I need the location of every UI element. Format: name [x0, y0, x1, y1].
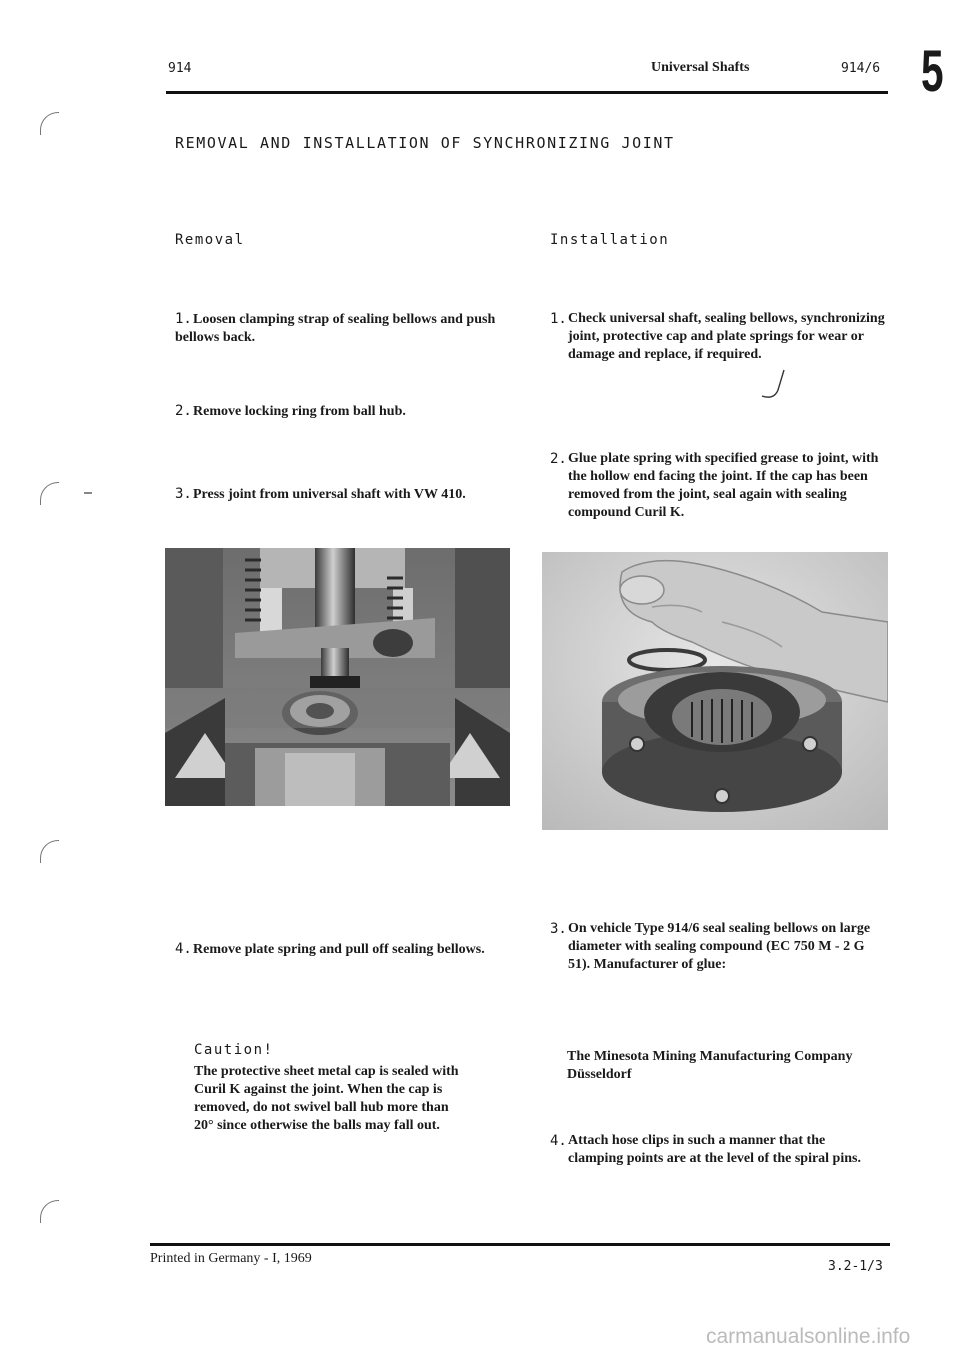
chapter-number: 5	[921, 39, 944, 104]
footer-rule	[150, 1243, 890, 1246]
page-title: REMOVAL AND INSTALLATION OF SYNCHRONIZING JOINT	[175, 134, 675, 152]
step-text: Remove locking ring from ball hub.	[193, 404, 406, 419]
margin-mark	[40, 1200, 59, 1223]
margin-mark	[40, 840, 59, 863]
watermark: carmanualsonline.info	[706, 1325, 911, 1348]
header-rule	[166, 91, 888, 94]
removal-step-3	[175, 485, 515, 504]
step-number: 3.	[550, 921, 567, 937]
installation-heading: Installation	[550, 232, 670, 248]
step-number: 4.	[550, 1133, 567, 1149]
step-text: Press joint from universal shaft with VW 410.	[193, 487, 466, 502]
press-photo	[165, 548, 510, 806]
step-text: Attach hose clips in such a manner that the clamping points are at the level of the spiral pins.	[568, 1133, 861, 1166]
caution-line: removed, do not swivel ball hub more than	[194, 1100, 449, 1115]
caution-line: The protective sheet metal cap is sealed with	[194, 1064, 459, 1079]
step-number: 2.	[550, 451, 567, 467]
margin-mark	[40, 482, 59, 505]
installation-step-2	[550, 450, 895, 522]
header-model: 914	[168, 61, 192, 76]
caution-heading: Caution!	[194, 1042, 274, 1058]
checkmark-scribble	[760, 368, 790, 402]
margin-dash	[84, 492, 92, 494]
step-number: 3.	[175, 486, 192, 502]
step-number: 1.	[175, 311, 192, 327]
margin-mark	[40, 112, 59, 135]
removal-step-1	[175, 310, 515, 347]
footer-page-number: 3.2-1/3	[828, 1259, 883, 1274]
step-text: Remove plate spring and pull off sealing bellows.	[193, 942, 485, 957]
plate-spring-photo	[542, 552, 888, 830]
removal-heading: Removal	[175, 232, 245, 248]
step-text: Glue plate spring with specified grease to joint, with the hollow end facing the joint. If the cap has been removed from the joint, seal again with sealing compound Curil K.	[568, 451, 879, 520]
step-number: 2.	[175, 403, 192, 419]
step-number: 4.	[175, 941, 192, 957]
installation-step-3	[550, 920, 890, 974]
step-text: Loosen clamping strap of sealing bellows and push bellows back.	[175, 312, 496, 345]
footer-printed: Printed in Germany - I, 1969	[150, 1251, 312, 1266]
installation-step-1	[550, 310, 885, 364]
step-number: 1.	[550, 311, 567, 327]
header-type-code: 914/6	[841, 61, 881, 76]
caution-text	[194, 1063, 514, 1135]
removal-step-4	[175, 940, 525, 959]
manufacturer-city: Düsseldorf	[567, 1067, 632, 1082]
installation-step-4	[550, 1132, 880, 1168]
manufacturer-name: The Minesota Mining Manufacturing Company	[567, 1049, 853, 1064]
step-text: On vehicle Type 914/6 seal sealing bellows on large diameter with sealing compound (EC 750 M - 2 G 51). Manufacturer of glue:	[568, 921, 871, 972]
removal-step-2	[175, 402, 515, 421]
step-text: Check universal shaft, sealing bellows, synchronizing joint, protective cap and plate springs for wear or damage and replace, if required.	[568, 311, 885, 362]
header-section: Universal Shafts	[651, 60, 750, 75]
caution-line: 20° since otherwise the balls may fall out.	[194, 1118, 440, 1133]
manufacturer	[567, 1048, 897, 1084]
caution-line: Curil K against the joint. When the cap is	[194, 1082, 443, 1097]
